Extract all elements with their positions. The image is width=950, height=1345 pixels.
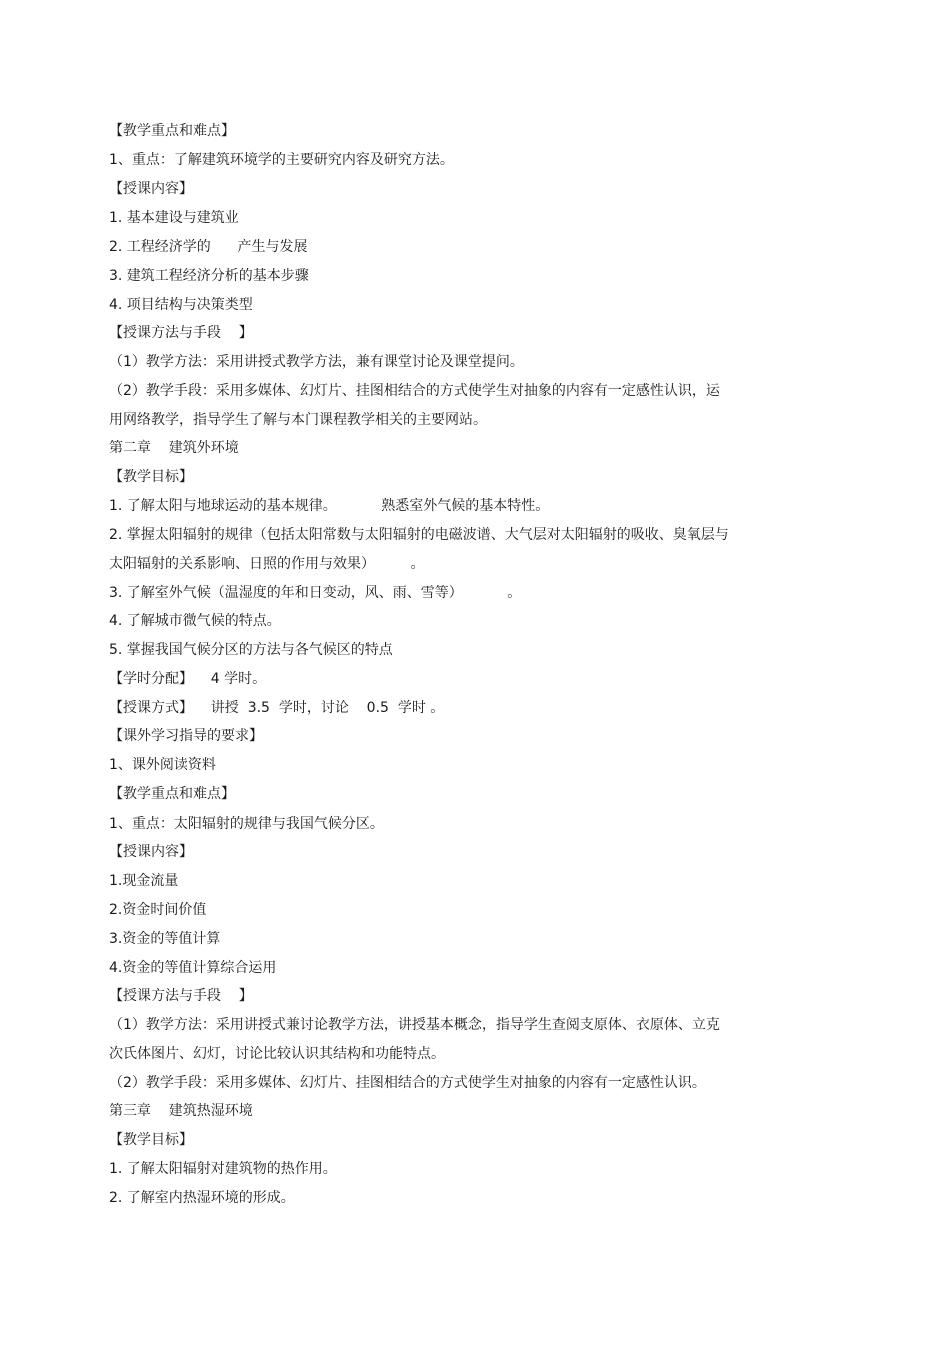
text-line: 2. 掌握太阳辐射的规律（包括太阳常数与太阳辐射的电磁波谱、大气层对太阳辐射的吸收、臭氧层与 [109, 527, 729, 543]
text-line: 【授课内容】 [109, 844, 193, 860]
text-line: 2.资金时间价值 [109, 902, 207, 918]
text-line: 3.资金的等值计算 [109, 931, 221, 947]
text-line: 【课外学习指导的要求】 [109, 728, 263, 744]
text-line: （1）教学方法：采用讲授式兼讨论教学方法，讲授基本概念，指导学生查阅支原体、衣原体、立克 [109, 1017, 720, 1033]
text-line: 太阳辐射的关系影响、日照的作用与效果） 。 [109, 556, 425, 572]
text-line: （2）教学手段：采用多媒体、幻灯片、挂图相结合的方式使学生对抽象的内容有一定感性认识。 [109, 1075, 706, 1091]
text-line: 4.资金的等值计算综合运用 [109, 960, 277, 976]
text-line: 1、重点：太阳辐射的规律与我国气候分区。 [109, 816, 384, 832]
text-line: 1、课外阅读资料 [109, 757, 216, 773]
text-line: 1、重点：了解建筑环境学的主要研究内容及研究方法。 [109, 152, 454, 168]
text-line: 【授课方法与手段 】 [109, 325, 253, 341]
text-line: 用网络教学，指导学生了解与本门课程教学相关的主要网站。 [109, 412, 487, 428]
text-line: 【教学重点和难点】 [109, 786, 235, 802]
text-line: 【授课方式】 讲授 3.5 学时，讨论 0.5 学时 。 [109, 700, 445, 716]
text-line: 4. 了解城市微气候的特点。 [109, 613, 281, 629]
text-line: 1. 了解太阳辐射对建筑物的热作用。 [109, 1161, 337, 1177]
text-line: 1.现金流量 [109, 873, 179, 889]
text-line: 2. 工程经济学的 产生与发展 [109, 239, 308, 255]
text-line: 次氏体图片、幻灯，讨论比较认识其结构和功能特点。 [109, 1046, 445, 1062]
text-line: 3. 建筑工程经济分析的基本步骤 [109, 268, 309, 284]
text-line: 【教学目标】 [109, 1132, 193, 1148]
text-line: 【学时分配】 4 学时。 [109, 671, 267, 687]
text-line: 1. 基本建设与建筑业 [109, 210, 239, 226]
text-line: 【授课方法与手段 】 [109, 988, 253, 1004]
text-line: 3. 了解室外气候（温湿度的年和日变动，风、雨、雪等） 。 [109, 585, 522, 601]
text-line: 【授课内容】 [109, 181, 193, 197]
text-line: （1）教学方法：采用讲授式教学方法，兼有课堂讨论及课堂提问。 [109, 354, 524, 370]
text-line: 2. 了解室内热湿环境的形成。 [109, 1190, 295, 1206]
text-line: 5. 掌握我国气候分区的方法与各气候区的特点 [109, 642, 393, 658]
text-line: 第三章 建筑热湿环境 [109, 1103, 253, 1119]
text-line: （2）教学手段：采用多媒体、幻灯片、挂图相结合的方式使学生对抽象的内容有一定感性认识，运 [109, 383, 720, 399]
text-line: 【教学重点和难点】 [109, 123, 235, 139]
text-line: 第二章 建筑外环境 [109, 440, 239, 456]
text-line: 【教学目标】 [109, 469, 193, 485]
text-line: 1. 了解太阳与地球运动的基本规律。 熟悉室外气候的基本特性。 [109, 498, 550, 514]
text-line: 4. 项目结构与决策类型 [109, 297, 253, 313]
